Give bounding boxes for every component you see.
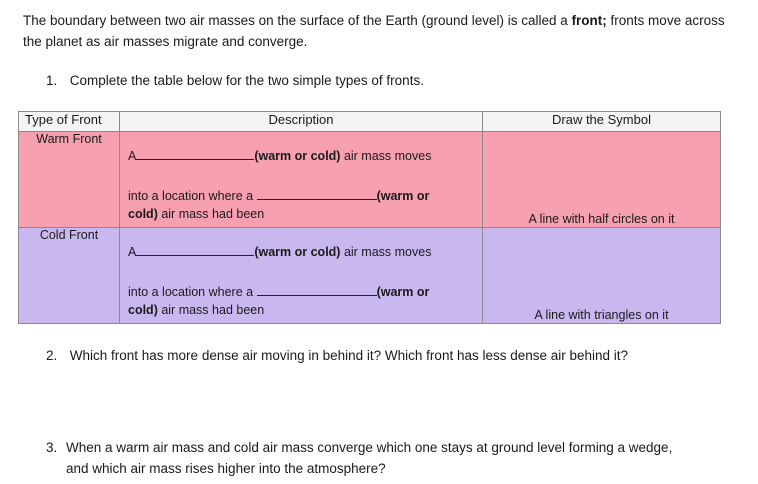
warm-b-bold1: (warm or [376, 189, 430, 203]
cold-b-text: into a location where a [128, 285, 254, 299]
cold-front-symbol-cell[interactable] [483, 228, 721, 324]
cold-front-label: Cold Front [19, 228, 120, 324]
cold-a-rest: air mass moves [340, 245, 432, 259]
question-2 [46, 345, 628, 366]
cold-symbol-caption: A line with triangles on it [534, 308, 669, 322]
warm-b-text: into a location where a [128, 189, 254, 203]
warm-description-line-a [128, 148, 431, 163]
warm-a-bold: (warm or cold) [254, 149, 341, 163]
intro-paragraph [23, 10, 738, 52]
question-1-number: 1. [46, 73, 58, 88]
warm-symbol-caption: A line with half circles on it [528, 212, 675, 226]
intro-text-after: fronts move across the planet as air masses migrate and converge. [23, 13, 725, 49]
question-3-number: 3. [46, 440, 58, 455]
warm-b-rest: air mass had been [157, 207, 265, 221]
header-type-of-front: Type of Front [19, 112, 120, 132]
question-3-line-1: When a warm air mass and cold air mass converge which one stays at ground level forming a wedge, [66, 440, 673, 455]
question-3 [46, 437, 736, 479]
cold-b-rest: air mass had been [157, 303, 265, 317]
warm-a-rest: air mass moves [340, 149, 432, 163]
question-1-text: Complete the table below for the two simple types of fronts. [69, 73, 424, 88]
cold-a-bold: (warm or cold) [254, 245, 341, 259]
cold-description-line-b [128, 283, 468, 319]
question-2-number: 2. [46, 348, 58, 363]
warm-front-description [120, 132, 483, 228]
question-2-text: Which front has more dense air moving in behind it? Which front has less dense air behind it? [69, 348, 629, 363]
fronts-table [18, 111, 721, 324]
cold-b-bold1: (warm or [376, 285, 430, 299]
header-draw-symbol: Draw the Symbol [483, 112, 721, 132]
cold-front-row [19, 228, 721, 324]
intro-bold-term: front; [571, 13, 607, 28]
cold-a-prefix: A [128, 245, 137, 259]
warm-air-type-blank-2[interactable] [257, 188, 377, 200]
cold-b-bold2: cold) [128, 303, 158, 317]
question-1 [46, 70, 424, 91]
intro-text-before: The boundary between two air masses on the surface of the Earth (ground level) is called a [23, 13, 572, 28]
header-description: Description [120, 112, 483, 132]
cold-air-type-blank-1[interactable] [136, 244, 254, 256]
warm-front-label: Warm Front [19, 132, 120, 228]
warm-a-prefix: A [128, 149, 137, 163]
warm-front-row [19, 132, 721, 228]
warm-b-bold2: cold) [128, 207, 158, 221]
cold-front-description [120, 228, 483, 324]
question-3-line-2: and which air mass rises higher into the atmosphere? [66, 461, 386, 476]
warm-description-line-b [128, 187, 468, 223]
warm-air-type-blank-1[interactable] [136, 148, 254, 160]
cold-air-type-blank-2[interactable] [257, 284, 377, 296]
cold-description-line-a [128, 244, 431, 259]
table-header-row [19, 112, 721, 132]
warm-front-symbol-cell[interactable] [483, 132, 721, 228]
